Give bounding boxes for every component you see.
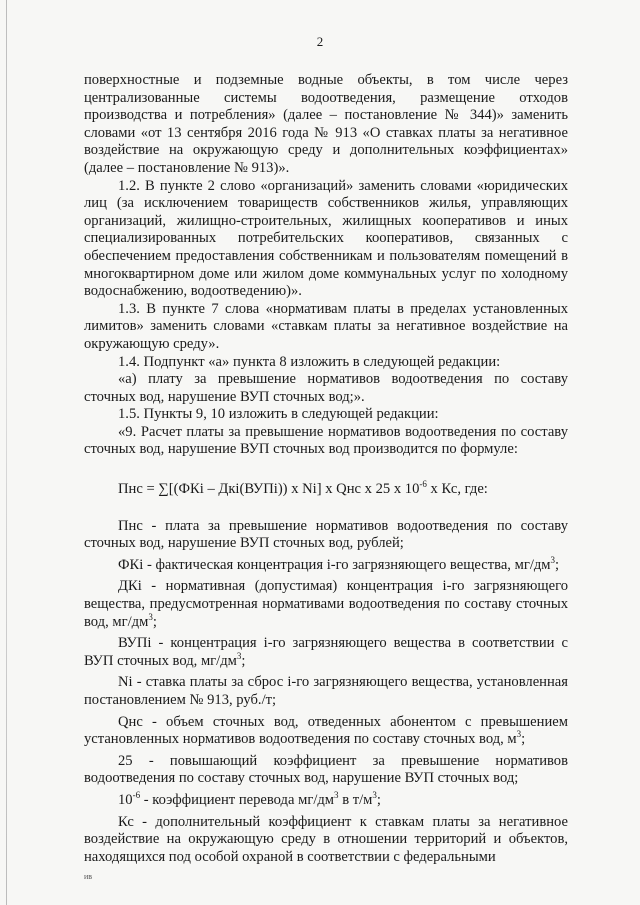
definition-fki-text: ФКi - фактическая концентрация i-го загрязняющего вещества, мг/дм xyxy=(118,556,551,573)
definition-fki-end: ; xyxy=(555,556,560,573)
definition-qns-text: Qнс - объем сточных вод, отведенных абонентом с превышением установленных нормативов водоотведения по составу сточных вод, м xyxy=(84,713,568,748)
definition-qns xyxy=(84,714,568,749)
scan-edge xyxy=(6,0,7,905)
document-body xyxy=(84,72,568,866)
definition-25: 25 - повышающий коэффициент за превышение нормативов водоотведения по составу сточных вод, нарушение ВУП сточных вод; xyxy=(84,752,568,787)
definition-dki-sup: 3 xyxy=(148,611,153,622)
definition-conversion xyxy=(84,792,568,810)
conv-sup1: -6 xyxy=(132,790,141,801)
conv-sup2: 3 xyxy=(334,790,339,801)
conv-a: 10 xyxy=(118,791,133,808)
formula-tail: х Кс, где: xyxy=(426,481,488,498)
definition-vupi-sup: 3 xyxy=(236,650,242,661)
paragraph-9: «9. Расчет платы за превышение нормативов водоотведения по составу сточных вод, нарушение ВУП сточных вод производится по формуле: xyxy=(84,423,568,458)
definition-dki-end: ; xyxy=(152,613,157,630)
definition-pns: Пнс - плата за превышение нормативов водоотведения по составу сточных вод, нарушение ВУП сточных вод, рублей; xyxy=(84,517,568,552)
paragraph-1-2: 1.2. В пункте 2 слово «организаций» заменить словами «юридических лиц (за исключением товариществ собственников жилья, управляющих организаций, жилищно-строительных, жилищных кооперативов и иных специализированных потребительских кооперативов, связанных с обеспечением предоставления собственникам и пользователям помещений в многоквартирном доме или жилом доме коммунальных услуг по холодному водоснабжению, водоотведению)». xyxy=(84,177,568,300)
definition-ks: Кс - дополнительный коэффициент к ставкам платы за негативное воздействие на окружающую среду в отношении территорий и объектов, находящихся под особой охраной в соответствии с федеральными xyxy=(84,813,568,865)
conv-c: в т/м xyxy=(338,791,373,808)
definition-ni: Ni - ставка платы за сброс i-го загрязняющего вещества, установленная постановлением № 913, руб./т; xyxy=(84,674,568,708)
definition-qns-sup: 3 xyxy=(516,729,522,740)
paragraph-1-4: 1.4. Подпункт «а» пункта 8 изложить в следующей редакции: xyxy=(118,353,501,370)
definition-qns-end: ; xyxy=(521,731,526,748)
conv-end: ; xyxy=(376,791,381,808)
conv-sup3: 3 xyxy=(372,790,377,801)
definition-fki-sup: 3 xyxy=(550,554,556,565)
definition-dki xyxy=(84,578,568,631)
payment-formula xyxy=(84,481,568,499)
definition-vupi xyxy=(84,635,568,670)
paragraph-1-3: 1.3. В пункте 7 слова «нормативам платы в пределах установленных лимитов» заменить словами «ставкам платы за негативное воздействие на окружающую среду». xyxy=(84,300,568,352)
footer-initials: ив xyxy=(84,872,93,881)
definition-vupi-text: ВУПi - концентрация i-го загрязняющего вещества в соответствии с ВУП сточных вод, мг/дм xyxy=(84,635,568,669)
definition-vupi-end: ; xyxy=(241,652,246,669)
paragraph-continuation: поверхностные и подземные водные объекты, в том числе через централизованные системы водоотведения, размещение отходов производства и потребления» (далее – постановление № 344)» заменить словами «от 13 сентября 2016 года № 913 «О ставках платы за негативное воздействие на окружающую среду и дополнительных коэффициентах» (далее – постановление № 913)». xyxy=(84,72,568,176)
page-number: 2 xyxy=(316,34,324,49)
definition-fki xyxy=(84,554,568,575)
conv-b: - коэффициент перевода мг/дм xyxy=(140,791,335,808)
formula-main: Пнс = ∑[(ФКi – Дкi(ВУПi)) х Ni] х Qнс х 25 х 10 xyxy=(118,481,420,498)
definition-dki-text: ДКi - нормативная (допустимая) концентрация i-го загрязняющего вещества, предусмотренная нормативами водоотведения по составу сточных вод, мг/дм xyxy=(84,578,568,630)
paragraph-subpoint-a: «а) плату за превышение нормативов водоотведения по составу сточных вод, нарушение ВУП сточных вод;». xyxy=(84,371,568,405)
paragraph-1-5: 1.5. Пункты 9, 10 изложить в следующей редакции: xyxy=(118,406,439,423)
formula-exponent: -6 xyxy=(419,479,427,490)
